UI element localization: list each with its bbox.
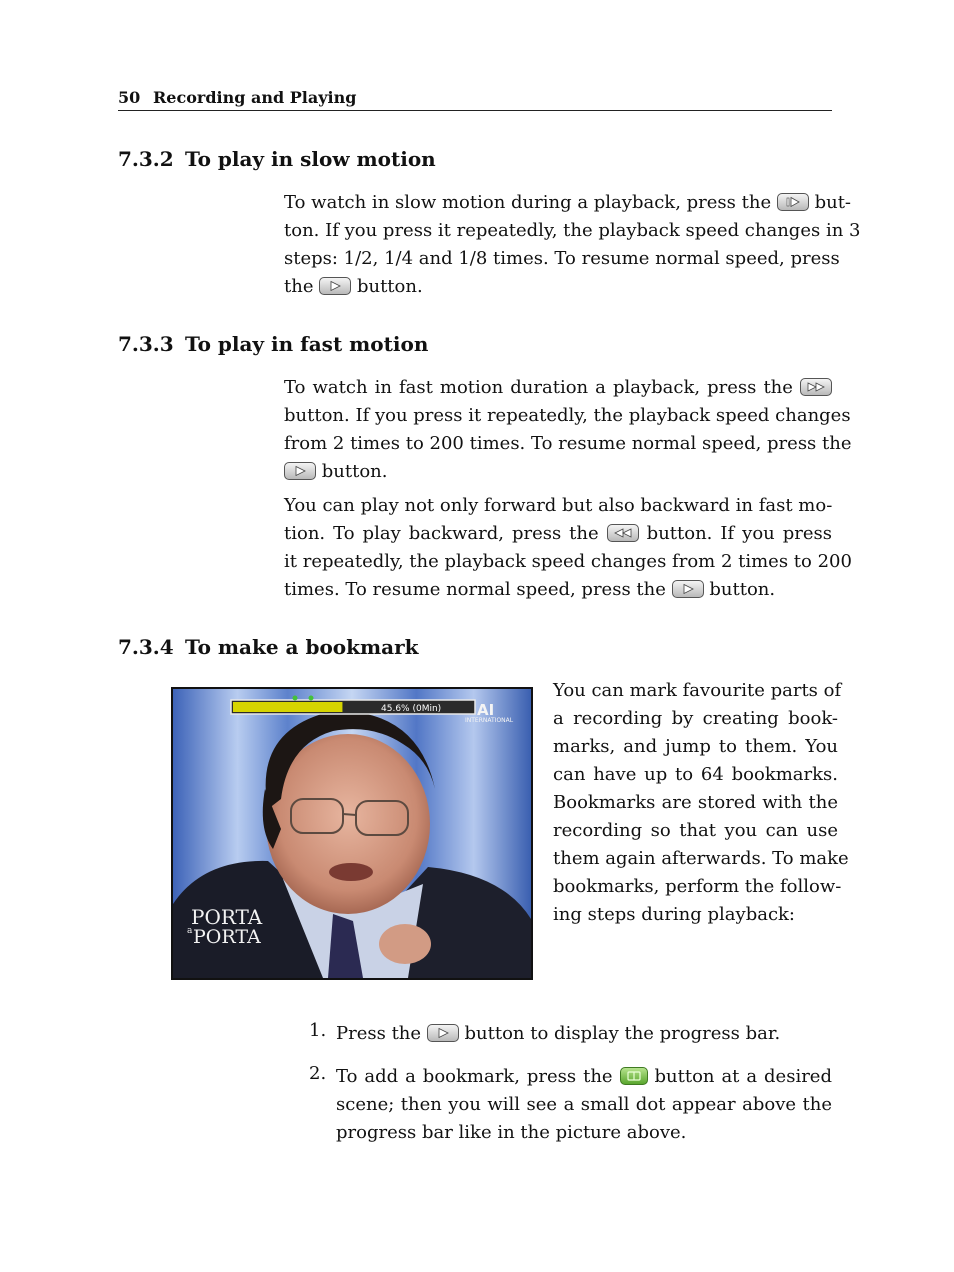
text-line: from 2 times to 200 times. To resume normal speed, press the bbox=[284, 433, 852, 454]
text-line: You can mark favourite parts of bbox=[553, 680, 842, 701]
text-line: recording so that you can use bbox=[553, 820, 838, 841]
text-line: ton. If you press it repeatedly, the playback speed changes in 3 bbox=[284, 220, 861, 241]
text-line: To watch in slow motion during a playback, press the but- bbox=[284, 192, 852, 213]
section-number: 7.3.4 bbox=[118, 635, 174, 659]
play-icon bbox=[672, 580, 704, 598]
text-line: steps: 1/2, 1/4 and 1/8 times. To resume normal speed, press bbox=[284, 248, 840, 269]
channel-sub: INTERNATIONAL bbox=[465, 717, 514, 724]
fast-motion-paragraph-2 bbox=[284, 492, 852, 604]
section-title: To play in slow motion bbox=[185, 147, 436, 171]
step-1 bbox=[336, 1020, 832, 1048]
play-icon bbox=[427, 1024, 459, 1042]
show-logo-small: a bbox=[187, 926, 193, 936]
chapter-title: Recording and Playing bbox=[153, 88, 357, 107]
text-line: them again afterwards. To make bbox=[553, 848, 849, 869]
text-line: scene; then you will see a small dot appear above the bbox=[336, 1094, 832, 1115]
section-heading-7-3-2 bbox=[118, 147, 832, 175]
play-icon bbox=[284, 462, 316, 480]
text-line: a recording by creating book- bbox=[553, 708, 838, 729]
bookmark-icon bbox=[620, 1067, 648, 1085]
rewind-icon bbox=[607, 524, 639, 542]
show-logo-line2: PORTA bbox=[193, 926, 261, 948]
text-line: ing steps during playback: bbox=[553, 904, 795, 925]
section-number: 7.3.3 bbox=[118, 332, 174, 356]
text-line: You can play not only forward but also backward in fast mo- bbox=[284, 495, 833, 516]
text-line: Press the button to display the progress bar. bbox=[336, 1023, 781, 1044]
section-title: To play in fast motion bbox=[185, 332, 429, 356]
text-line: can have up to 64 bookmarks. bbox=[553, 764, 838, 785]
text-line: marks, and jump to them. You bbox=[553, 736, 838, 757]
section-number: 7.3.2 bbox=[118, 147, 174, 171]
section-heading-7-3-3 bbox=[118, 332, 832, 360]
text-line: progress bar like in the picture above. bbox=[336, 1122, 687, 1143]
playback-screenshot bbox=[171, 687, 533, 980]
fast-motion-paragraph-1 bbox=[284, 374, 852, 486]
text-line: To watch in fast motion duration a playback, press the bbox=[284, 374, 832, 402]
text-line: tion. To play backward, press the button. If you press bbox=[284, 523, 832, 544]
slow-motion-paragraph bbox=[284, 189, 861, 301]
bookmark-paragraph bbox=[553, 677, 849, 929]
text-line: times. To resume normal speed, press the button. bbox=[284, 579, 776, 600]
text-line: the button. bbox=[284, 276, 423, 297]
fast-forward-icon bbox=[800, 378, 832, 396]
text-line: bookmarks, perform the follow- bbox=[553, 876, 842, 897]
slow-motion-icon bbox=[777, 193, 809, 211]
running-header bbox=[118, 86, 832, 111]
text-line: button. bbox=[284, 458, 832, 486]
text-line: Bookmarks are stored with the bbox=[553, 792, 838, 813]
play-icon bbox=[319, 277, 351, 295]
show-logo-line1: PORTA bbox=[191, 905, 263, 929]
page-number: 50 bbox=[118, 88, 141, 107]
text-line: To add a bookmark, press the button at a desired bbox=[336, 1066, 832, 1087]
channel-logo: AI bbox=[477, 701, 495, 719]
progress-label: 45.6% (0Min) bbox=[381, 704, 442, 714]
section-title: To make a bookmark bbox=[185, 635, 419, 659]
text-line: button. If you press it repeatedly, the playback speed changes bbox=[284, 405, 851, 426]
step-number: 2. bbox=[309, 1063, 327, 1084]
section-heading-7-3-4 bbox=[118, 635, 832, 663]
step-2 bbox=[336, 1063, 832, 1147]
text-line: it repeatedly, the playback speed changes from 2 times to 200 bbox=[284, 551, 852, 572]
step-number: 1. bbox=[309, 1020, 327, 1041]
